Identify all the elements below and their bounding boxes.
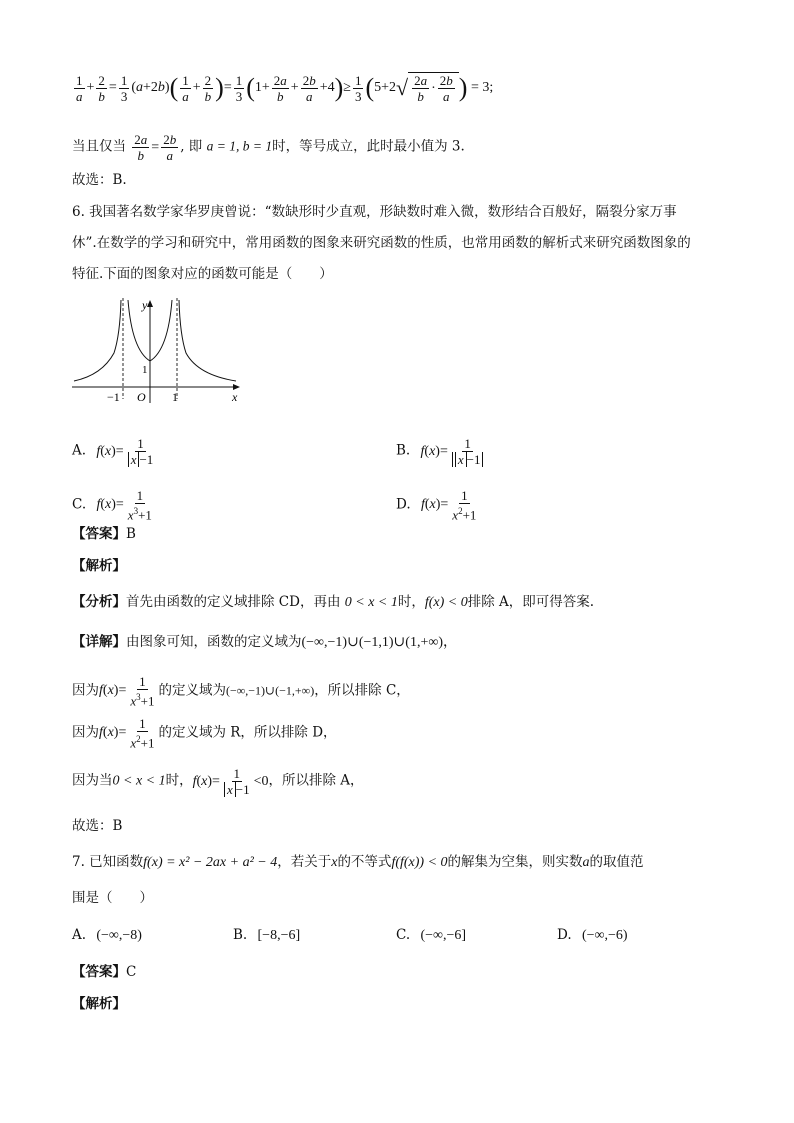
q7-var-x: x <box>331 855 338 870</box>
q6-function-graph <box>70 295 245 407</box>
reason2-prefix: 因为 <box>72 724 99 741</box>
q5-equality-prefix: 当且仅当 <box>72 138 126 155</box>
reason2-mid: 的定义域为 R，所以排除 D， <box>158 724 337 741</box>
q5-equality-mid: 即 <box>188 138 203 155</box>
q6-option-a: A. f(x)= $\frac{1}{x -1}$ <box>72 436 154 467</box>
option-b-label: B. <box>396 442 411 459</box>
option-c-label: C. <box>72 496 87 513</box>
q7-option-d-value: (−∞,−6) <box>581 928 628 943</box>
option-d-label: D. <box>396 496 411 513</box>
q7-answer <box>72 962 136 982</box>
graph-x-label: x <box>232 390 238 404</box>
q6-option-c: C. f(x)= $\frac{1}{x^3+1}$ <box>72 488 152 523</box>
reason1-mid: 的定义域为 <box>158 682 226 699</box>
q5-equation-line: $\frac{1}{a}$ + $\frac{2}{b}$ = $\frac{1}{3}$ (a+2b)( $\frac{1}{a}$ + $\frac{2}{b}$ )= $\frac{1}{3}$ (1+ $\frac{2a}{b}$ + $\frac{2b}{a}$ +4)≥ $\frac{1}{3}$ (5+2 √ $\frac{2a}{b}$ · $\frac{2b}{a}$ ) = 3; <box>76 72 494 104</box>
q7-option-a-value: (−∞,−8) <box>96 928 142 943</box>
q7-stem-mid3: 的解集为空集，则实数 <box>447 854 583 870</box>
reason1-set: (−∞,−1)∪(−1,+∞) <box>225 683 315 698</box>
q7-option-c-value: (−∞,−6] <box>420 928 467 943</box>
option-a-label: A. <box>72 442 87 459</box>
q7-option-d-label: D. <box>557 927 572 943</box>
q7-stem-mid2: 的不等式 <box>337 854 392 870</box>
q7-answer-tag: 【答案】 <box>72 964 126 980</box>
q6-reason-2: 因为f(x)= $\frac{1}{x^2+1}$ 的定义域为 R，所以排除 D， <box>72 716 337 751</box>
graph-y-label: y <box>142 298 148 312</box>
reason3-suffix: ，所以排除 A， <box>268 772 364 789</box>
q7-option-d <box>557 925 628 946</box>
q6-xiangjie-text: 由图象可知，函数的定义域为 <box>126 634 302 650</box>
q6-fenxi-text2: 时， <box>397 594 425 610</box>
reason3-prefix: 因为当 <box>72 772 113 789</box>
q6-answer-value: B <box>126 526 136 542</box>
reason1-prefix: 因为 <box>72 682 99 699</box>
graph-tick-neg1: −1 <box>107 390 120 404</box>
q7-option-c-label: C. <box>396 927 411 943</box>
q5-equality-condition: 当且仅当 $\frac{2a}{b}$ = $\frac{2b}{a}$ , 即 a = 1, b = 1时，等号成立，此时最小值为 3. <box>72 132 465 163</box>
q6-fenxi-text3: 排除 A，即可得答案. <box>467 594 595 610</box>
q6-xiangjie-tag: 【详解】 <box>72 634 126 650</box>
q7-var-a: a <box>582 855 590 870</box>
reason1-suffix: ，所以排除 C， <box>314 682 410 699</box>
q7-analysis-tag: 【解析】 <box>72 996 126 1012</box>
q6-reason-3: 因为当0 < x < 1时，f(x)= $\frac{1}{x -1}$ <0，所以排除 A， <box>72 766 364 797</box>
reason3-cond: 0 < x < 1 <box>112 773 166 789</box>
q6-fenxi-tag: 【分析】 <box>72 594 126 610</box>
q7-option-b <box>233 925 300 946</box>
q7-inequality: f(f(x)) < 0 <box>391 855 448 870</box>
graph-origin-label: O <box>137 390 146 404</box>
q6-fenxi-text1: 首先由函数的定义域排除 CD，再由 <box>126 594 341 610</box>
q5-equality-values: a = 1, b = 1 <box>206 138 273 154</box>
q7-option-c <box>396 925 466 946</box>
graph-y-mark: 1 <box>142 364 148 376</box>
q6-choice: 故选：B <box>72 818 123 834</box>
q7-option-b-label: B. <box>233 927 248 943</box>
q5-choice: 故选：B. <box>72 172 127 188</box>
q6-domain-set: (−∞,−1)∪(−1,1)∪(1,+∞)， <box>301 635 457 650</box>
q7-option-a-label: A. <box>72 927 87 943</box>
q6-option-b: B. f(x)= $\frac{1}{x -1}$ <box>396 436 487 467</box>
q5-equality-suffix: 时，等号成立，此时最小值为 3. <box>272 138 465 155</box>
q7-stem-suffix: 的取值范 <box>589 854 644 870</box>
q5-equation-result: = 3; <box>470 80 494 96</box>
q6-stem-line3: 特征.下面的图象对应的函数可能是（ ） <box>72 266 333 282</box>
q7-option-b-value: [−8,−6] <box>257 928 301 943</box>
q7-stem-line2: 围是（ ） <box>72 890 153 906</box>
q7-answer-value: C <box>126 964 137 980</box>
q6-analysis-tag: 【解析】 <box>72 558 126 574</box>
reason3-mid: 时， <box>165 772 193 789</box>
q6-fenxi-cond: 0 < x < 1 <box>344 595 398 610</box>
q6-fenxi <box>72 592 594 613</box>
q6-option-d: D. f(x)= $\frac{1}{x^2+1}$ <box>396 488 477 523</box>
q6-answer <box>72 524 136 544</box>
q7-function: f(x) = x² − 2ax + a² − 4 <box>143 855 278 870</box>
q7-stem-mid: ，若关于 <box>277 854 332 870</box>
q6-xiangjie <box>72 632 457 653</box>
q7-stem-line1 <box>72 852 644 873</box>
q7-option-a <box>72 925 142 946</box>
q6-stem-line1: 6. 我国著名数学家华罗庚曾说：“数缺形时少直观，形缺数时难入微，数形结合百般好，隔裂分家万事 <box>72 204 677 220</box>
q6-reason-1: 因为f(x)= $\frac{1}{x^3+1}$ 的定义域为(−∞,−1)∪(−1,+∞)，所以排除 C， <box>72 674 410 709</box>
graph-tick-pos1: 1 <box>172 390 178 404</box>
q7-stem-prefix: 7. 已知函数 <box>72 854 144 870</box>
q6-answer-tag: 【答案】 <box>72 526 126 542</box>
q6-stem-line2: 休”.在数学的学习和研究中，常用函数的图象来研究函数的性质，也常用函数的解析式来研究函数图象的 <box>72 235 691 251</box>
q6-fenxi-ineq: f(x) < 0 <box>424 595 468 610</box>
